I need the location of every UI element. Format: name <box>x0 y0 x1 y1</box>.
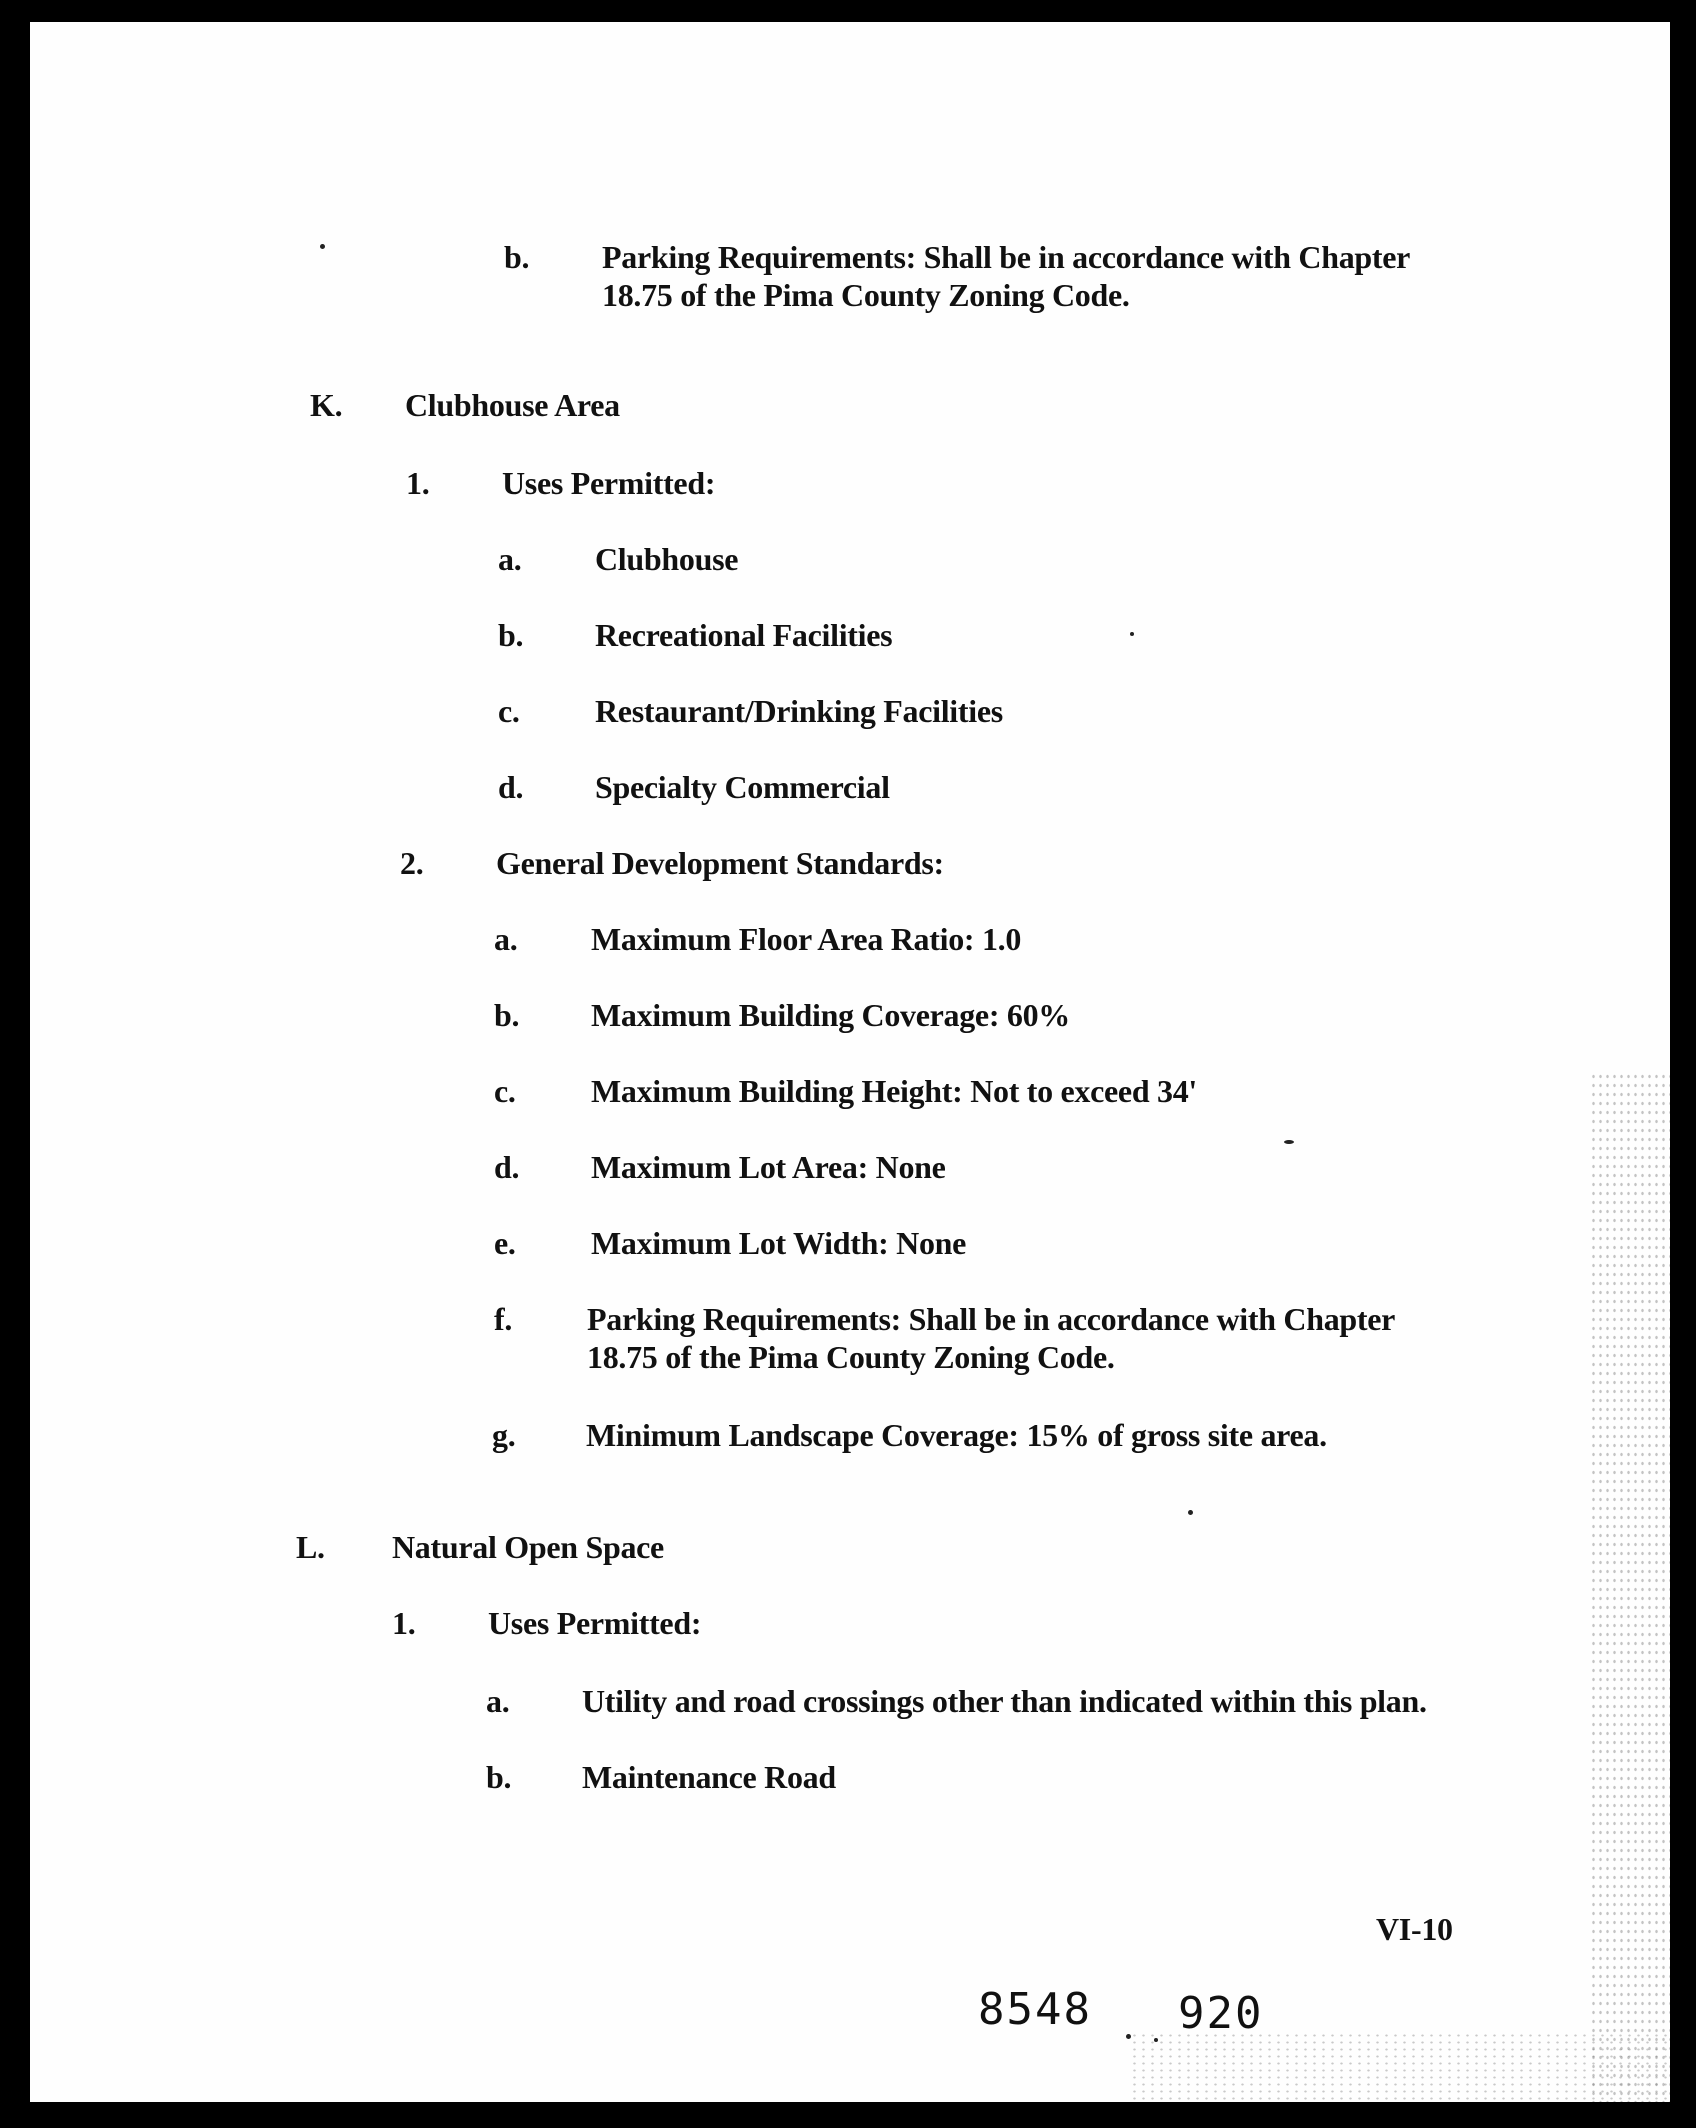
k-standards-title: General Development Standards: <box>496 845 944 881</box>
k-use-marker: a. <box>498 541 522 577</box>
k-standard-marker: f. <box>494 1301 513 1337</box>
k-standard-item: Maximum Lot Area: None <box>591 1149 946 1185</box>
k-standard-item: Maximum Floor Area Ratio: 1.0 <box>591 921 1022 957</box>
document-stamp-right: 920 <box>1178 1988 1264 2039</box>
k-use-item: Clubhouse <box>595 541 739 577</box>
scan-speck <box>1284 1140 1294 1144</box>
item-marker: b. <box>504 239 530 275</box>
l-use-item: Utility and road crossings other than indicated within this plan. <box>582 1683 1427 1719</box>
k-standard-marker: b. <box>494 997 520 1033</box>
section-k-title: Clubhouse Area <box>405 387 620 423</box>
parking-requirements-text-cont: 18.75 of the Pima County Zoning Code. <box>602 277 1130 313</box>
k-standard-marker: c. <box>494 1073 516 1109</box>
scan-speck <box>1188 1510 1193 1515</box>
k-uses-marker: 1. <box>406 465 430 501</box>
k-standard-marker: e. <box>494 1225 516 1261</box>
document-stamp-left: 8548 <box>978 1984 1092 2035</box>
l-use-marker: a. <box>486 1683 510 1719</box>
scan-speck <box>320 244 325 249</box>
k-use-item: Restaurant/Drinking Facilities <box>595 693 1003 729</box>
k-use-marker: c. <box>498 693 520 729</box>
section-l-title: Natural Open Space <box>392 1529 664 1565</box>
k-standard-item: Maximum Building Height: Not to exceed 34' <box>591 1073 1198 1109</box>
scan-noise-bottom <box>1130 2032 1670 2102</box>
scan-speck <box>1154 2038 1158 2042</box>
k-standard-item: Parking Requirements: Shall be in accordance with Chapter <box>587 1301 1396 1337</box>
k-use-item: Specialty Commercial <box>595 769 890 805</box>
parking-requirements-text: Parking Requirements: Shall be in accordance with Chapter <box>602 239 1411 275</box>
l-use-item: Maintenance Road <box>582 1759 836 1795</box>
scan-noise-right <box>1590 1072 1670 2102</box>
k-uses-title: Uses Permitted: <box>502 465 716 501</box>
k-standard-item: Maximum Building Coverage: 60% <box>591 997 1070 1033</box>
scan-speck <box>1130 632 1134 636</box>
k-use-marker: d. <box>498 769 524 805</box>
k-standards-marker: 2. <box>400 845 424 881</box>
k-standard-item: Maximum Lot Width: None <box>591 1225 967 1261</box>
k-standard-marker: g. <box>492 1417 516 1453</box>
section-k-marker: K. <box>310 387 343 423</box>
scan-speck <box>1126 2034 1131 2039</box>
l-uses-marker: 1. <box>392 1605 416 1641</box>
l-use-marker: b. <box>486 1759 512 1795</box>
k-standard-marker: d. <box>494 1149 520 1185</box>
k-standard-item-cont: 18.75 of the Pima County Zoning Code. <box>587 1339 1115 1375</box>
document-page <box>30 22 1670 2102</box>
k-standard-marker: a. <box>494 921 518 957</box>
k-standard-item: Minimum Landscape Coverage: 15% of gross site area. <box>586 1417 1327 1453</box>
k-use-item: Recreational Facilities <box>595 617 893 653</box>
l-uses-title: Uses Permitted: <box>488 1605 702 1641</box>
k-use-marker: b. <box>498 617 524 653</box>
section-l-marker: L. <box>296 1529 325 1565</box>
page-number: VI-10 <box>1376 1911 1453 1947</box>
